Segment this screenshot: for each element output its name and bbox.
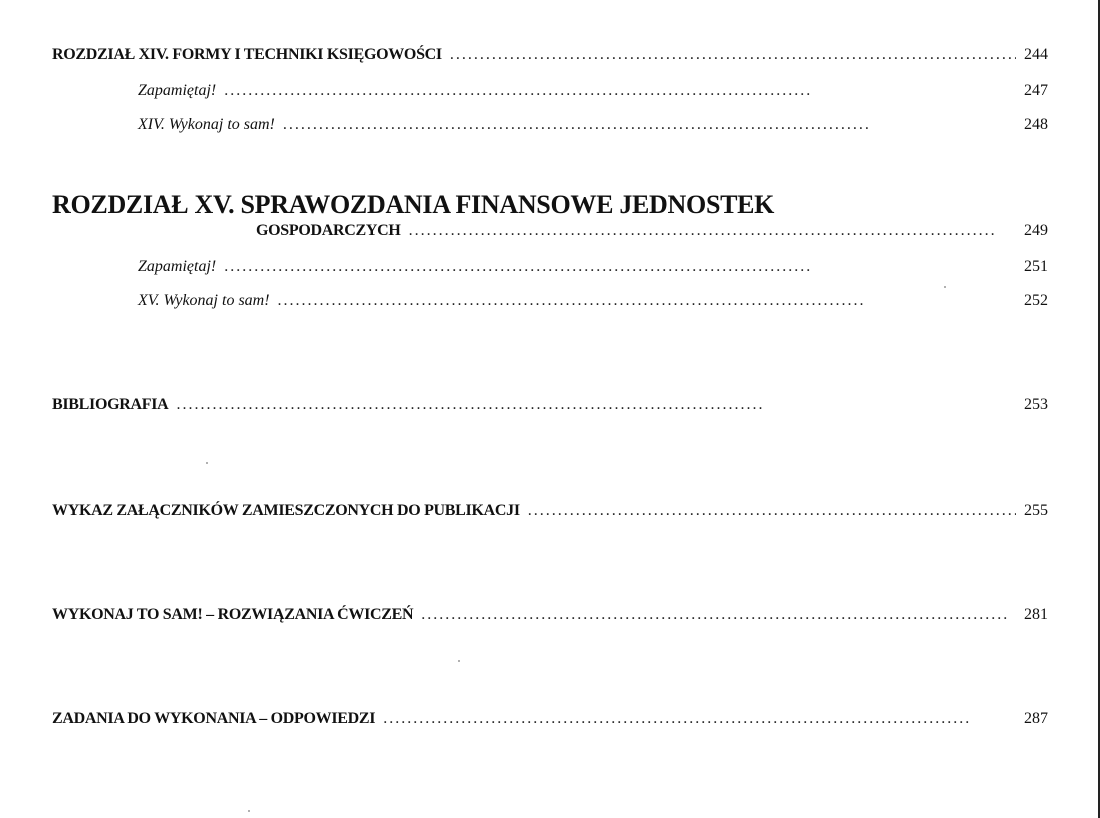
page-number: 281 — [1024, 606, 1048, 623]
toc-entry-ch14-exercise[interactable] — [138, 116, 1048, 134]
dot-leader — [409, 222, 1016, 240]
toc-entry-solutions[interactable] — [52, 606, 1048, 624]
toc-entry-chapter-14[interactable] — [52, 46, 1048, 64]
section-title: BIBLIOGRAFIA — [52, 396, 169, 413]
page-number: 251 — [1024, 258, 1048, 275]
subentry-title: XV. Wykonaj to sam! — [138, 292, 270, 309]
scan-speck — [248, 810, 250, 812]
subentry-title: Zapamiętaj! — [138, 258, 217, 275]
toc-entry-ch14-remember[interactable] — [138, 82, 1048, 100]
toc-entry-chapter-15[interactable] — [256, 222, 1048, 240]
toc-entry-ch15-exercise[interactable] — [138, 292, 1048, 310]
page-number: 248 — [1024, 116, 1048, 133]
section-title: ZADANIA DO WYKONANIA – ODPOWIEDZI — [52, 710, 376, 727]
dot-leader — [421, 606, 1016, 624]
scan-speck — [458, 660, 460, 662]
scan-speck — [944, 286, 946, 288]
toc-entry-ch15-remember[interactable] — [138, 258, 1048, 276]
dot-leader — [176, 396, 1016, 414]
chapter-title-line-2: GOSPODARCZYCH — [256, 222, 401, 239]
dot-leader — [528, 502, 1016, 520]
page-number: 252 — [1024, 292, 1048, 309]
page-number: 247 — [1024, 82, 1048, 99]
subentry-title: XIV. Wykonaj to sam! — [138, 116, 275, 133]
page-number: 255 — [1024, 502, 1048, 519]
chapter-title-line-1[interactable]: ROZDZIAŁ XV. SPRAWOZDANIA FINANSOWE JEDNOSTEK — [52, 190, 775, 219]
dot-leader — [383, 710, 1016, 728]
page-number: 287 — [1024, 710, 1048, 727]
dot-leader — [224, 258, 1016, 276]
dot-leader — [278, 292, 1016, 310]
section-title: WYKONAJ TO SAM! – ROZWIĄZANIA ĆWICZEŃ — [52, 606, 414, 623]
toc-entry-bibliography[interactable] — [52, 396, 1048, 414]
dot-leader — [224, 82, 1016, 100]
page-number: 253 — [1024, 396, 1048, 413]
page-number: 244 — [1024, 46, 1048, 63]
page-number: 249 — [1024, 222, 1048, 239]
chapter-title: ROZDZIAŁ XIV. FORMY I TECHNIKI KSIĘGOWOŚCI — [52, 46, 442, 63]
dot-leader — [283, 116, 1016, 134]
scan-speck — [206, 462, 208, 464]
dot-leader — [450, 46, 1016, 64]
toc-entry-tasks[interactable] — [52, 710, 1048, 728]
subentry-title: Zapamiętaj! — [138, 82, 217, 99]
section-title: WYKAZ ZAŁĄCZNIKÓW ZAMIESZCZONYCH DO PUBLIKACJI — [52, 502, 520, 519]
toc-entry-attachments[interactable] — [52, 502, 1048, 520]
